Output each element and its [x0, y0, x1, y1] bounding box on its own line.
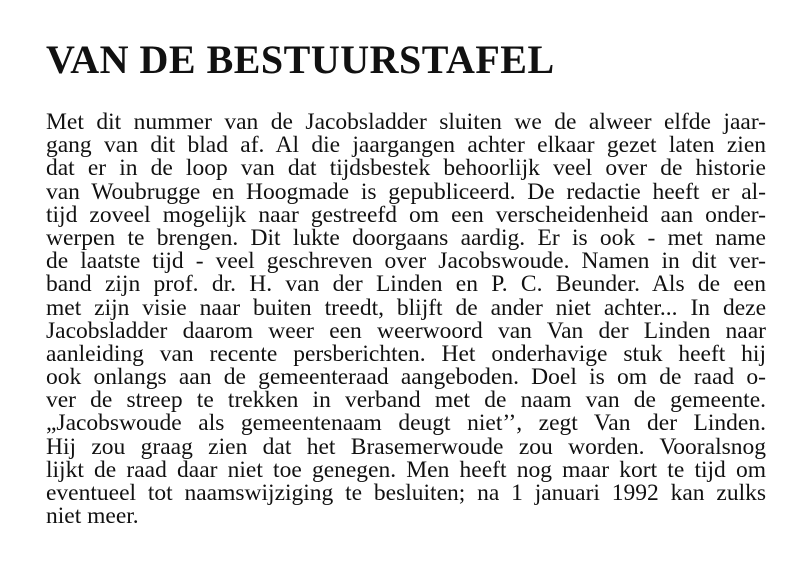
text-line: dat er in de loop van dat tijdsbestek behoorlijk veel over de historie	[46, 155, 766, 182]
text-line: gang van dit blad af. Al die jaargangen achter elkaar gezet laten zien	[46, 132, 766, 159]
text-line: „Jacobswoude als gemeentenaam deugt niet’’, zegt Van der Linden.	[46, 410, 766, 437]
text-line: Hij zou graag zien dat het Brasemerwoude zou worden. Vooralsnog	[46, 433, 766, 460]
text-line: ver de streep te trekken in verband met de naam van de gemeente.	[46, 387, 766, 414]
text-line: Met dit nummer van de Jacobsladder sluiten we de alweer elfde jaar-	[46, 109, 766, 135]
text-line: van Woubrugge en Hoogmade is gepubliceerd. De redactie heeft er al-	[46, 178, 766, 205]
text-line: met zijn visie naar buiten treedt, blijft de ander niet achter... In deze	[46, 294, 766, 321]
text-line-last: niet meer.	[46, 503, 139, 530]
text-line: aanleiding van recente persberichten. Het onderhavige stuk heeft hij	[46, 340, 766, 367]
text-line: tijd zoveel mogelijk naar gestreefd om een verscheidenheid aan onder-	[46, 201, 766, 228]
page-title: VAN DE BESTUURSTAFEL	[46, 37, 555, 82]
text-line: de laatste tijd - veel geschreven over Jacobswoude. Namen in dit ver-	[46, 248, 766, 275]
text-line: eventueel tot naamswijziging te besluiten; na 1 januari 1992 kan zulks	[46, 480, 766, 506]
text-line: band zijn prof. dr. H. van der Linden en P. C. Beunder. Als de een	[46, 271, 766, 298]
text-line: ook onlangs aan de gemeenteraad aangeboden. Doel is om de raad o-	[46, 364, 766, 391]
text-line: Jacobsladder daarom weer een weerwoord van Van der Linden naar	[46, 317, 766, 344]
body-paragraph	[46, 111, 766, 528]
text-line: werpen te brengen. Dit lukte doorgaans aardig. Er is ook - met name	[46, 224, 766, 251]
text-line: lijkt de raad daar niet toe genegen. Men heeft nog maar kort te tijd om	[46, 456, 766, 483]
